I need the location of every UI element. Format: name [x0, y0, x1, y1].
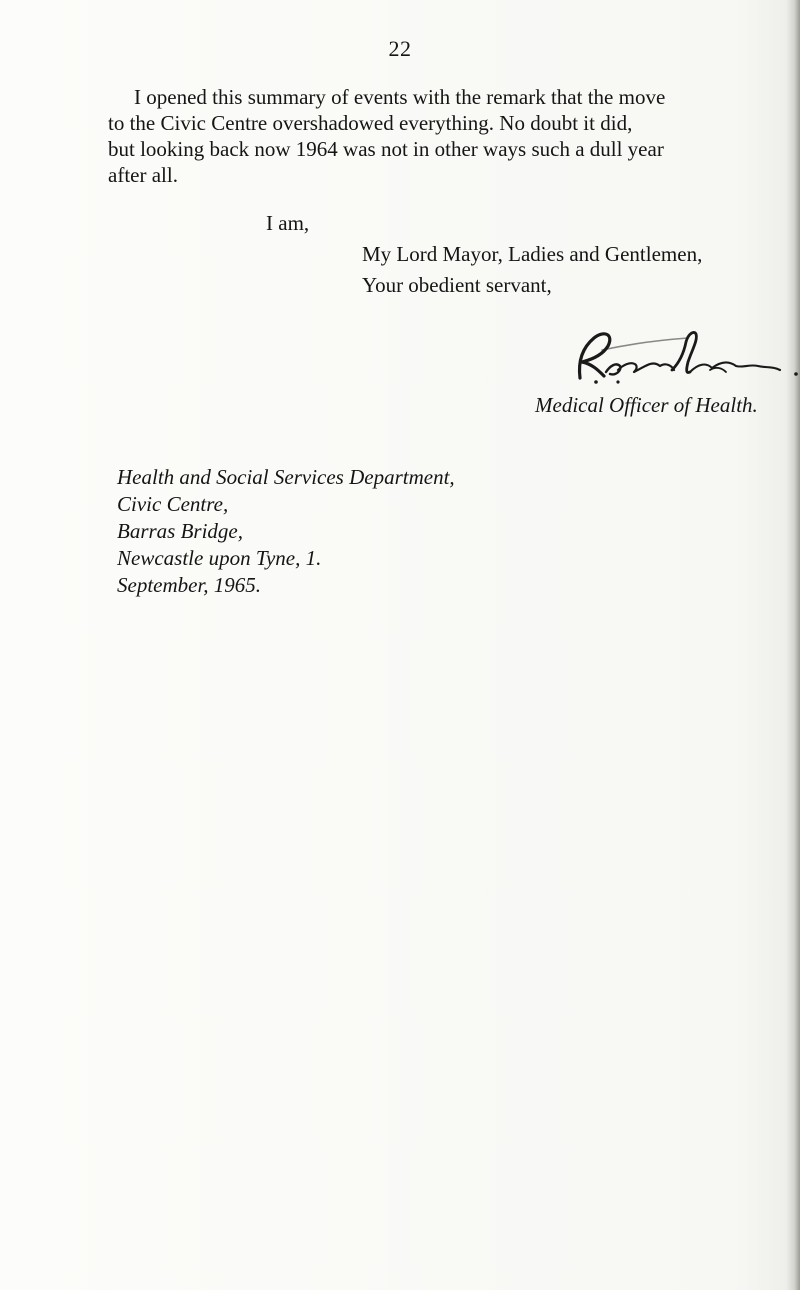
summary-paragraph [108, 84, 778, 188]
page-number: 22 [388, 36, 412, 61]
paragraph-line: after all. [108, 163, 178, 187]
signatory-title: Medical Officer of Health. [535, 393, 758, 417]
address-line: Health and Social Services Department, [117, 465, 455, 489]
paragraph-line: to the Civic Centre overshadowed everything. No doubt it did, [108, 111, 633, 135]
paragraph-line: but looking back now 1964 was not in other ways such a dull year [108, 137, 664, 161]
closing-valediction: Your obedient servant, [362, 273, 552, 297]
paragraph-line: I opened this summary of events with the remark that the move [134, 85, 666, 109]
address-line: Barras Bridge, [117, 519, 243, 543]
page-edge-shadow [786, 0, 800, 1290]
date-line: September, 1965. [117, 573, 262, 597]
closing-salutation: My Lord Mayor, Ladies and Gentlemen, [362, 242, 703, 266]
closing-line: I am, [266, 211, 310, 235]
address-line: Civic Centre, [117, 492, 229, 516]
address-line: Newcastle upon Tyne, 1. [117, 546, 322, 570]
department-address [117, 464, 455, 599]
handwritten-signature [560, 322, 800, 388]
